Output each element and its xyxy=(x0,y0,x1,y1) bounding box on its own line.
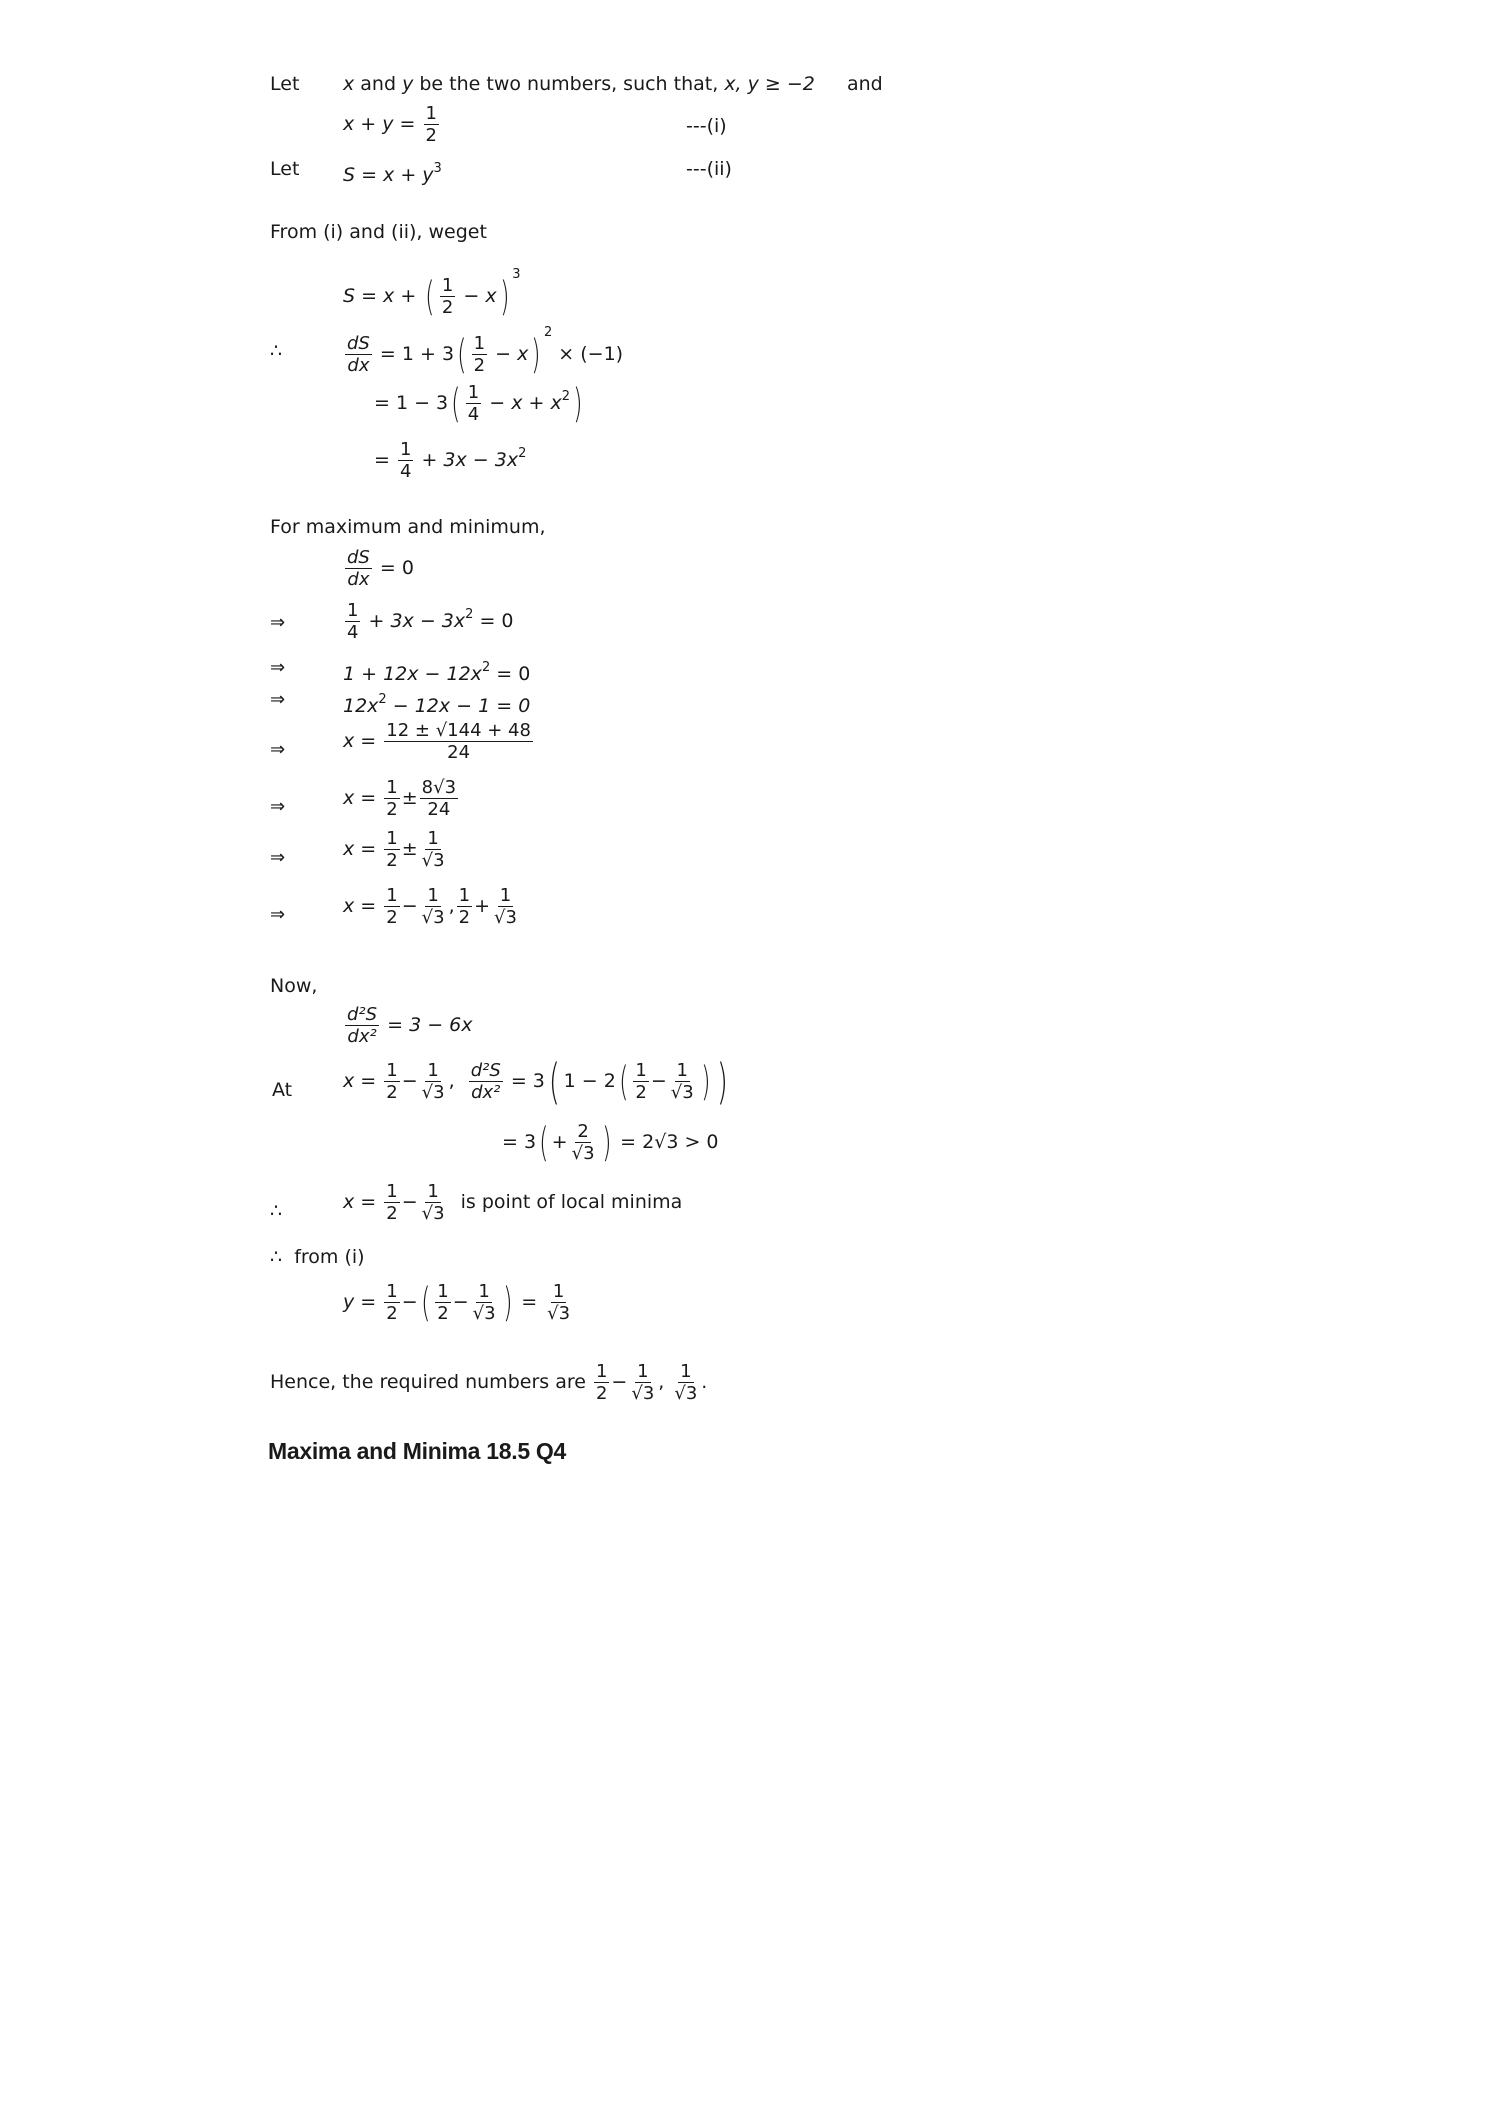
second-at-point: x = $\frac{1}{2}$ − $\frac{1}{√3}$ , $\frac{\text{d²S}}{\text{dx²}}$ = 3( 1 − 2( $\frac{1}{2}$ − $\frac{1}{√3}$ ) ) xyxy=(343,1053,729,1110)
extrema-eq7: x = $\frac{1}{2}$ − $\frac{1}{√3}$ , $\frac{1}{2}$ + $\frac{1}{√3}$ xyxy=(343,885,517,928)
and-label: and xyxy=(847,73,883,95)
extrema-eq6: x = $\frac{1}{2}$ ± $\frac{1}{√3}$ xyxy=(343,828,445,871)
implies-6: ⇒ xyxy=(270,847,286,868)
second-derivative: $\frac{\text{d²S}}{\text{dx²}}$ = 3 − 6x xyxy=(347,1004,473,1047)
extrema-intro: For maximum and minimum, xyxy=(270,516,546,538)
second-result: = 3( + $\frac{2}{√3}$ ) = 2√3 > 0 xyxy=(502,1119,719,1166)
implies-2: ⇒ xyxy=(270,657,286,678)
ds-dx-step1: $\frac{dS}{dx}$ = 1 + 3( $\frac{1}{2}$ − x) $^2$ × (−1) xyxy=(347,325,624,378)
implies-4: ⇒ xyxy=(270,739,286,760)
intro-line xyxy=(270,73,299,95)
now-label: Now, xyxy=(270,975,318,997)
y-value: y = $\frac{1}{2}$ −( $\frac{1}{2}$ − $\frac{1}{√3}$ ) = $\frac{1}{√3}$ xyxy=(343,1279,571,1326)
extrema-eq1: $\frac{1}{4}$ + $3x - 3x^2 = 0$ xyxy=(347,600,514,643)
implies-5: ⇒ xyxy=(270,796,286,817)
equation-ii: $S = x + y^3$ xyxy=(343,161,442,186)
ds-dx-step2: = 1 − 3( $\frac{1}{4}$ − $x + x^2$) xyxy=(374,380,583,427)
equation-i: x + y = $\frac{1}{2}$ xyxy=(343,103,437,146)
intro-statement: x and y be the two numbers, such that, x, y ≥ −2 xyxy=(343,73,815,95)
from-line: From (i) and (ii), weget xyxy=(270,221,487,243)
therefore-3: ∴ from (i) xyxy=(270,1246,365,1268)
therefore-2: ∴ xyxy=(270,1200,283,1222)
ds-dx-step3: = $\frac{1}{4}$ + $3x - 3x^2$ xyxy=(374,439,527,482)
ds-dx-zero: $\frac{dS}{dx}$ = 0 xyxy=(347,547,414,590)
let-label-2: Let xyxy=(270,158,300,180)
extrema-eq2: $1 + 12x - 12x^2 = 0$ xyxy=(343,660,531,685)
extrema-eq5: x = $\frac{1}{2}$ ± $\frac{8√3}{24}$ xyxy=(343,777,457,820)
s-substituted: S = x + ( $\frac{1}{2}$ − x) $^3$ xyxy=(343,267,521,320)
equation-tag-ii: ---(ii) xyxy=(686,158,732,180)
extrema-eq4: x = $\frac{12 \pm √144 + 48}{24}$ xyxy=(343,720,531,763)
implies-1: ⇒ xyxy=(270,612,286,633)
conclusion: Hence, the required numbers are $\frac{1}{2}$ − $\frac{1}{√3}$ , $\frac{1}{√3}$ . xyxy=(270,1361,708,1404)
implies-7: ⇒ xyxy=(270,904,286,925)
let-label: Let xyxy=(270,73,300,95)
implies-3: ⇒ xyxy=(270,689,286,710)
local-min-statement: x = $\frac{1}{2}$ − $\frac{1}{√3}$ is point of local minima xyxy=(343,1181,683,1224)
therefore-1: ∴ xyxy=(270,340,283,362)
at-label: At xyxy=(272,1079,293,1101)
fraction-half: $\frac{1}{2}$ xyxy=(425,103,437,146)
extrema-eq3: $12x^2 - 12x - 1 = 0$ xyxy=(343,692,531,717)
equation-tag-i: ---(i) xyxy=(686,115,727,137)
section-heading: Maxima and Minima 18.5 Q4 xyxy=(268,1438,567,1464)
